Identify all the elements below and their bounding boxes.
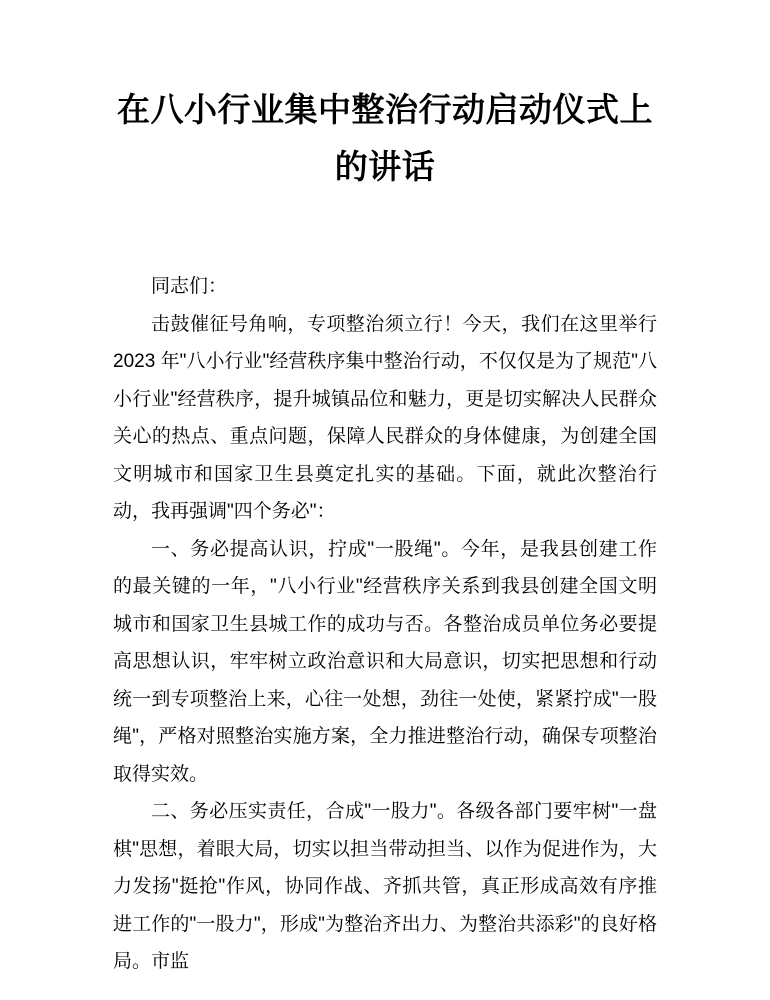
paragraph-intro: 击鼓催征号角响，专项整治须立行！今天，我们在这里举行 2023 年"八小行业"经营秩序集中整治行动，不仅仅是为了规范"八小行业"经营秩序，提升城镇品位和魅力，更是切实解决人民群众关心的热点、重点问题，保障人民群众的身体健康，为创建全国文明城市和国家卫生县奠定扎实的基础。下面，就此次整治行动，我再强调"四个务必"：: [113, 313, 657, 522]
paragraph-point-2: 二、务必压实责任，合成"一股力"。各级各部门要牢树"一盘棋"思想，着眼大局，切实以担当带动担当、以作为促进作为，大力发扬"挺抢"作风，协同作战、齐抓共管，真正形成高效有序推进工作的"一股力"，形成"为整治齐出力、为整治共添彩"的良好格局。市监: [113, 801, 657, 972]
document-body: [113, 268, 657, 981]
paragraph-point-1: 一、务必提高认识，拧成"一股绳"。今年，是我县创建工作的最关键的一年，"八小行业"经营秩序关系到我县创建全国文明城市和国家卫生县城工作的成功与否。各整治成员单位务必要提高思想认识，牢牢树立政治意识和大局意识，切实把思想和行动统一到专项整治上来，心往一处想，劲往一处使，紧紧拧成"一股绳"，严格对照整治实施方案，全力推进整治行动，确保专项整治取得实效。: [113, 538, 657, 785]
paragraph-salutation: 同志们：: [151, 276, 228, 297]
page-title: 在八小行业集中整治行动启动仪式上的讲话: [117, 91, 653, 185]
